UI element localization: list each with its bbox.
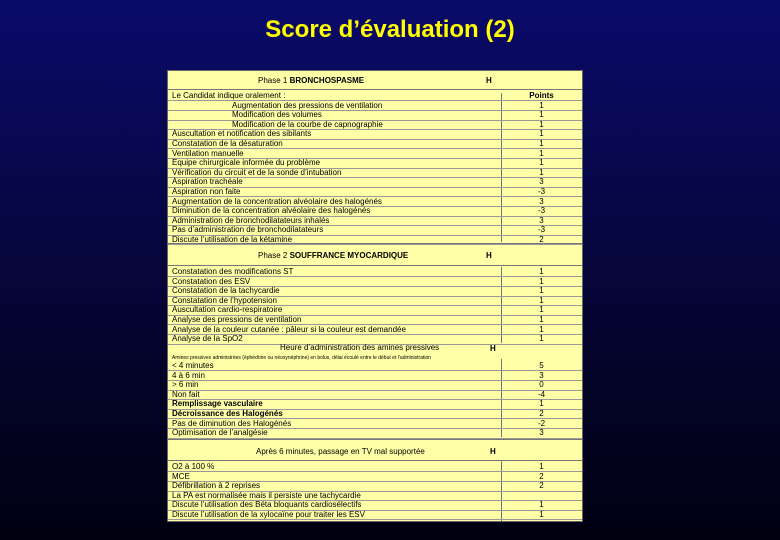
row-label: Administration de bronchodilatateurs inhalés [172, 215, 330, 225]
score-row [168, 296, 582, 306]
phase1-intro-row [168, 91, 582, 101]
slide-title: Score d’évaluation (2) [265, 16, 515, 43]
phase1-h-label: H [486, 76, 492, 85]
score-row [168, 462, 582, 472]
phase1-prefix: Phase 1 [258, 76, 288, 85]
phase2-name: SOUFFRANCE MYOCARDIQUE [289, 251, 409, 260]
score-row [168, 419, 582, 429]
row-label: Constatation des ESV [172, 276, 251, 286]
phase1-name: BRONCHOSPASME [289, 76, 365, 85]
score-row [168, 305, 582, 315]
score-row [168, 187, 582, 197]
row-points: 1 [539, 462, 544, 471]
row-points: 1 [539, 295, 544, 305]
score-row [168, 197, 582, 207]
phase3-title: Après 6 minutes, passage en TV mal supportée [256, 447, 425, 456]
row-label: Le Candidat indique oralement : [172, 91, 286, 100]
row-label: O2 à 100 % [172, 462, 215, 471]
score-row [168, 168, 582, 178]
row-label: Analyse des pressions de ventilation [172, 315, 302, 324]
score-row [168, 120, 582, 130]
score-row [168, 325, 582, 335]
amines-header [168, 343, 582, 355]
row-points: -4 [537, 389, 546, 399]
row-label: MCE [172, 471, 190, 481]
row-label: Aspiration trachéale [172, 177, 243, 187]
score-row [168, 361, 582, 371]
row-label: Remplissage vasculaire [172, 399, 263, 409]
row-label: Défibrillation à 2 reprises [172, 481, 261, 491]
row-points: 1 [539, 399, 544, 409]
score-row [168, 267, 582, 277]
row-points: 1 [539, 100, 544, 110]
row-label: Décroissance des Halogénés [172, 409, 283, 418]
phase3-h-label: H [490, 447, 496, 456]
row-points: 2 [539, 471, 544, 481]
row-points: 1 [539, 305, 544, 315]
row-points: Points [529, 91, 554, 100]
row-label: Constatation de l’hypotension [172, 295, 277, 305]
score-row [168, 225, 582, 235]
row-points: 1 [539, 267, 544, 276]
row-label: Auscultation cardio-respiratoire [172, 305, 283, 315]
row-label: Constatation de la désaturation [172, 139, 283, 148]
score-row [168, 206, 582, 216]
row-label: > 6 min [172, 380, 199, 390]
row-label: 4 à 6 min [172, 370, 205, 380]
score-row [168, 158, 582, 168]
score-row [168, 399, 582, 409]
score-row [168, 428, 582, 438]
row-points: 1 [539, 500, 544, 510]
row-points: 1 [539, 334, 544, 344]
row-points: -3 [537, 206, 546, 216]
row-points: 3 [539, 428, 544, 438]
score-row [168, 380, 582, 390]
score-row [168, 129, 582, 139]
row-points: -2 [537, 418, 546, 428]
score-row [168, 277, 582, 287]
score-row [168, 315, 582, 325]
amines-h-label: H [490, 344, 496, 353]
row-label: Modification de la courbe de capnographie [232, 119, 383, 129]
row-label: Discute l’utilisation des Béta bloquants cardiosélectifs [172, 500, 362, 510]
row-points: 1 [539, 119, 544, 129]
score-row [168, 510, 582, 520]
amines-title: Heure d’administration des amines pressives [280, 343, 440, 352]
amines-note: Amines pressives administrées (éphédrine ou néosynéphrine) en bolus, délai écoulé entre le début et l’administration [172, 355, 432, 361]
row-points: 1 [539, 148, 544, 158]
row-label: Modification des volumes [232, 110, 322, 120]
row-points: -3 [537, 225, 546, 235]
row-label: Auscultation et notification des sibilants [172, 129, 312, 139]
row-label: Analyse de la SpO2 [172, 334, 243, 344]
row-label: Vérification du circuit et de la sonde d’intubation [172, 167, 342, 177]
score-row [168, 409, 582, 419]
row-points: 1 [539, 139, 544, 148]
score-row [168, 481, 582, 491]
row-label: Constatation des modifications ST [172, 267, 294, 276]
score-row [168, 177, 582, 187]
row-label: Augmentation de la concentration alvéolaire des halogénés [172, 196, 382, 206]
row-label: Non fait [172, 389, 200, 399]
phase2-h-label: H [486, 251, 492, 260]
row-label: Aspiration non faite [172, 187, 241, 196]
row-points: -3 [537, 187, 546, 196]
row-points: 2 [539, 235, 544, 244]
row-label: Diminution de la concentration alvéolaire des halogénés [172, 206, 371, 216]
score-row [168, 139, 582, 149]
row-points: 1 [539, 110, 544, 120]
row-points: 1 [539, 315, 544, 324]
score-row [168, 286, 582, 296]
score-row [168, 101, 582, 111]
row-points: 1 [539, 510, 544, 519]
phase2-prefix: Phase 2 [258, 251, 288, 260]
row-points: 1 [539, 286, 544, 296]
row-label: Optimisation de l’analgésie [172, 428, 268, 438]
row-label: Pas de diminution des Halogénés [172, 418, 292, 428]
row-label: Pas d’administration de bronchodilatateurs [172, 225, 324, 235]
row-points: 3 [539, 370, 544, 380]
score-row [168, 472, 582, 482]
row-label: Equipe chirurgicale informée du problème [172, 158, 321, 168]
phase2-header [168, 251, 582, 263]
phase3-header [168, 447, 582, 459]
row-label: Discute l’utilisation de la kétamine [172, 235, 293, 244]
row-points: 1 [539, 276, 544, 286]
score-row [168, 491, 582, 501]
row-points: 1 [539, 167, 544, 177]
row-label: < 4 minutes [172, 361, 214, 370]
row-label: Augmentation des pressions de ventilation [232, 100, 383, 110]
score-row [168, 500, 582, 510]
row-label: La PA est normalisée mais il persiste une tachycardie [172, 490, 361, 500]
row-points: 1 [539, 324, 544, 334]
score-row [168, 371, 582, 381]
score-row [168, 110, 582, 120]
phase1-header [168, 76, 582, 88]
row-points: 2 [539, 481, 544, 491]
row-points: 3 [539, 196, 544, 206]
row-label: Ventilation manuelle [172, 148, 244, 158]
score-document [167, 70, 583, 522]
row-points: 3 [539, 177, 544, 187]
row-points: 3 [539, 215, 544, 225]
row-points: 0 [539, 380, 544, 390]
row-label: Analyse de la couleur cutanée : pâleur si la couleur est demandée [172, 324, 406, 334]
row-label: Constatation de la tachycardie [172, 286, 280, 296]
row-points: 5 [539, 361, 544, 370]
row-label: Discute l’utilisation de la xylocaïne pour traiter les ESV [172, 510, 365, 519]
score-row [168, 390, 582, 400]
row-points: 1 [539, 129, 544, 139]
score-row [168, 216, 582, 226]
row-points: 1 [539, 158, 544, 168]
score-row [168, 149, 582, 159]
row-points: 2 [539, 409, 544, 418]
